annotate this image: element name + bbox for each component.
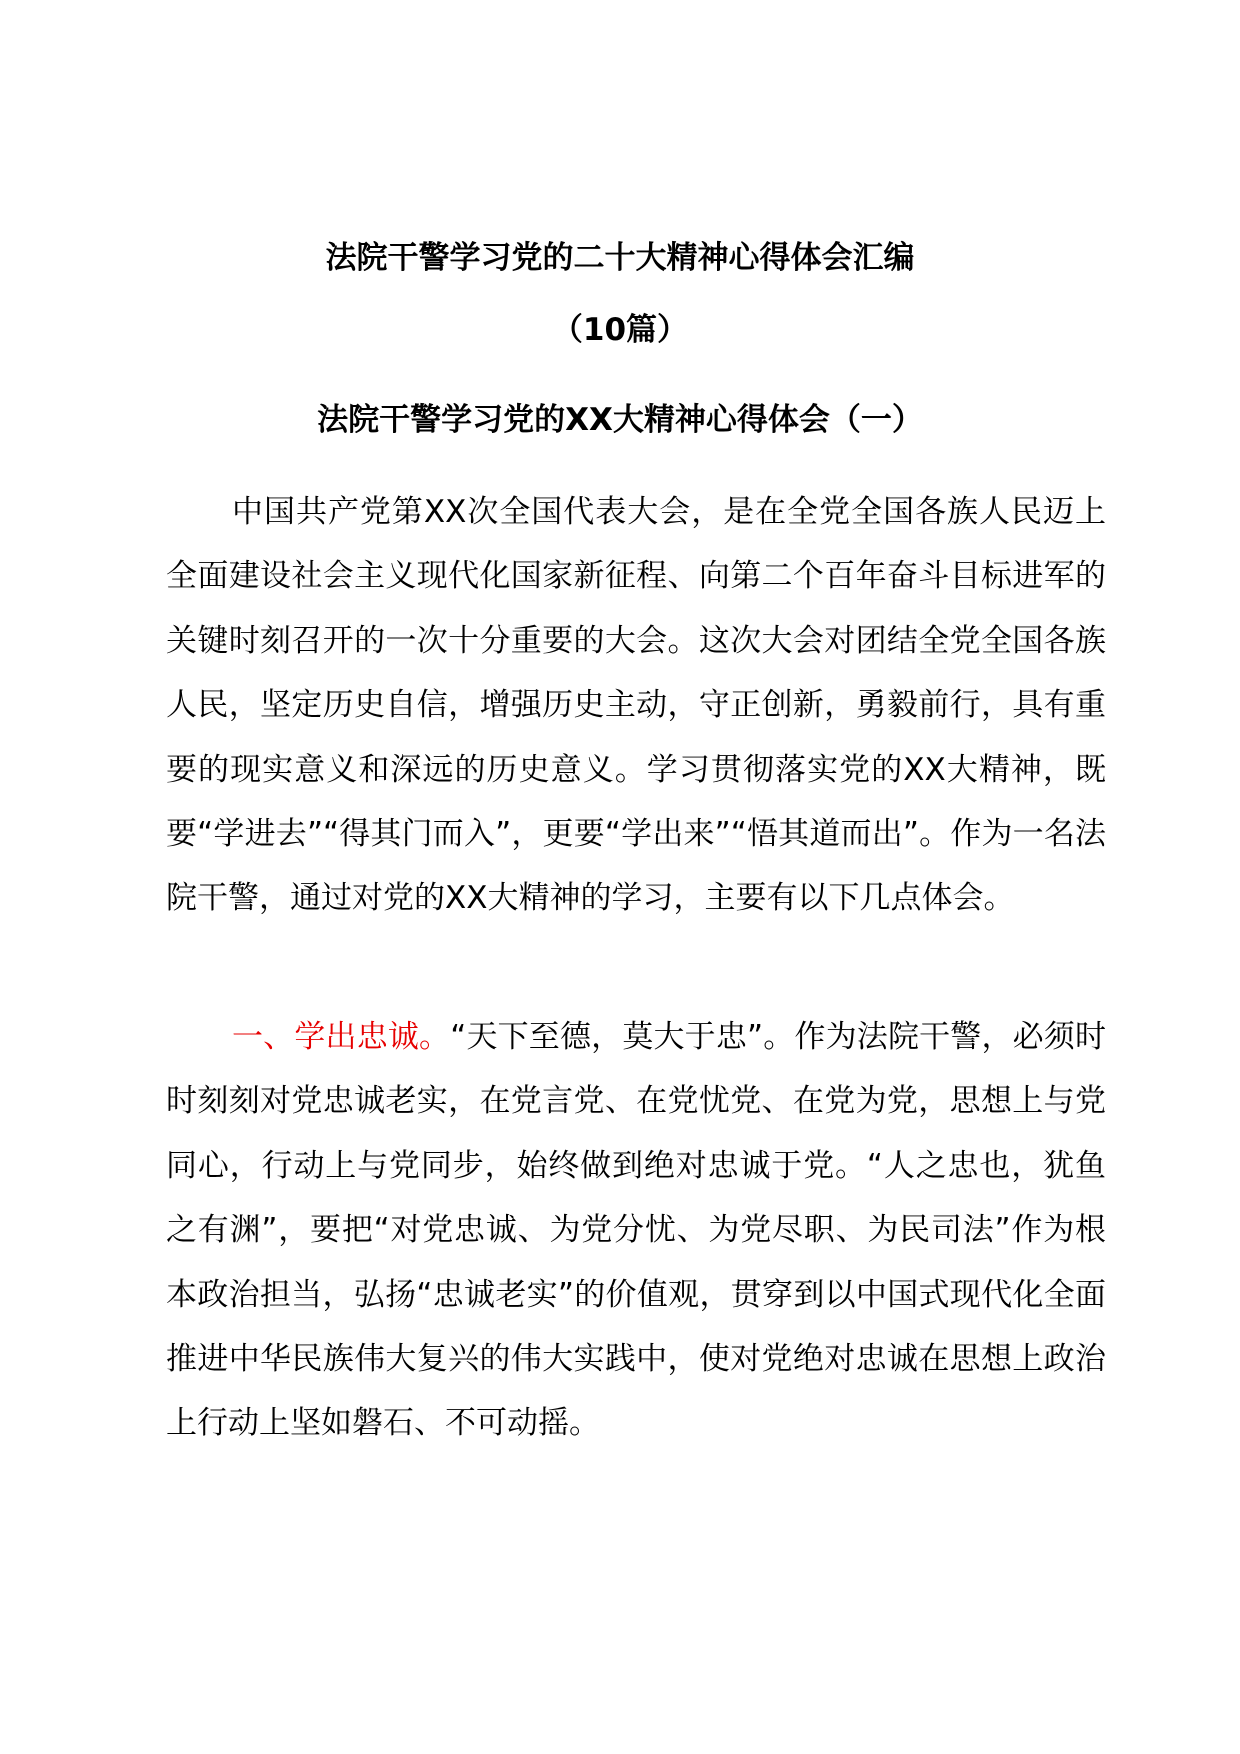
body-paragraph-1: 中国共产党第XX次全国代表大会，是在全党全国各族人民迈上全面建设社会主义现代化国家新征程、向第二个百年奋斗目标进军的关键时刻召开的一次十分重要的大会。这次大会对团结全党全国各族人民，坚定历史自信，增强历史主动，守正创新，勇毅前行，具有重要的现实意义和深远的历史意义。学习贯彻落实党的XX大精神，既要“学进去”“得其门而入”，更要“学出来”“悟其道而出”。作为一名法院干警，通过对党的XX大精神的学习，主要有以下几点体会。 (166, 494, 1106, 917)
body-paragraph-2 (166, 1005, 1106, 1456)
point-heading: 一、学出忠诚。 (232, 1019, 451, 1055)
document-subtitle: （10篇） (551, 312, 689, 348)
document-title: 法院干警学习党的二十大精神心得体会汇编 (325, 240, 915, 276)
point-body: “天下至德，莫大于忠”。作为法院干警，必须时时刻刻对党忠诚老实，在党言党、在党忧党、在党为党，思想上与党同心，行动上与党同步，始终做到绝对忠诚于党。“人之忠也，犹鱼之有渊”，要把“对党忠诚、为党分忧、为党尽职、为民司法”作为根本政治担当，弘扬“忠诚老实”的价值观，贯穿到以中国式现代化全面推进中华民族伟大复兴的伟大实践中，使对党绝对忠诚在思想上政治上行动上坚如磐石、不可动摇。 (166, 1019, 1106, 1442)
section-title: 法院干警学习党的XX大精神心得体会（一） (317, 402, 923, 438)
